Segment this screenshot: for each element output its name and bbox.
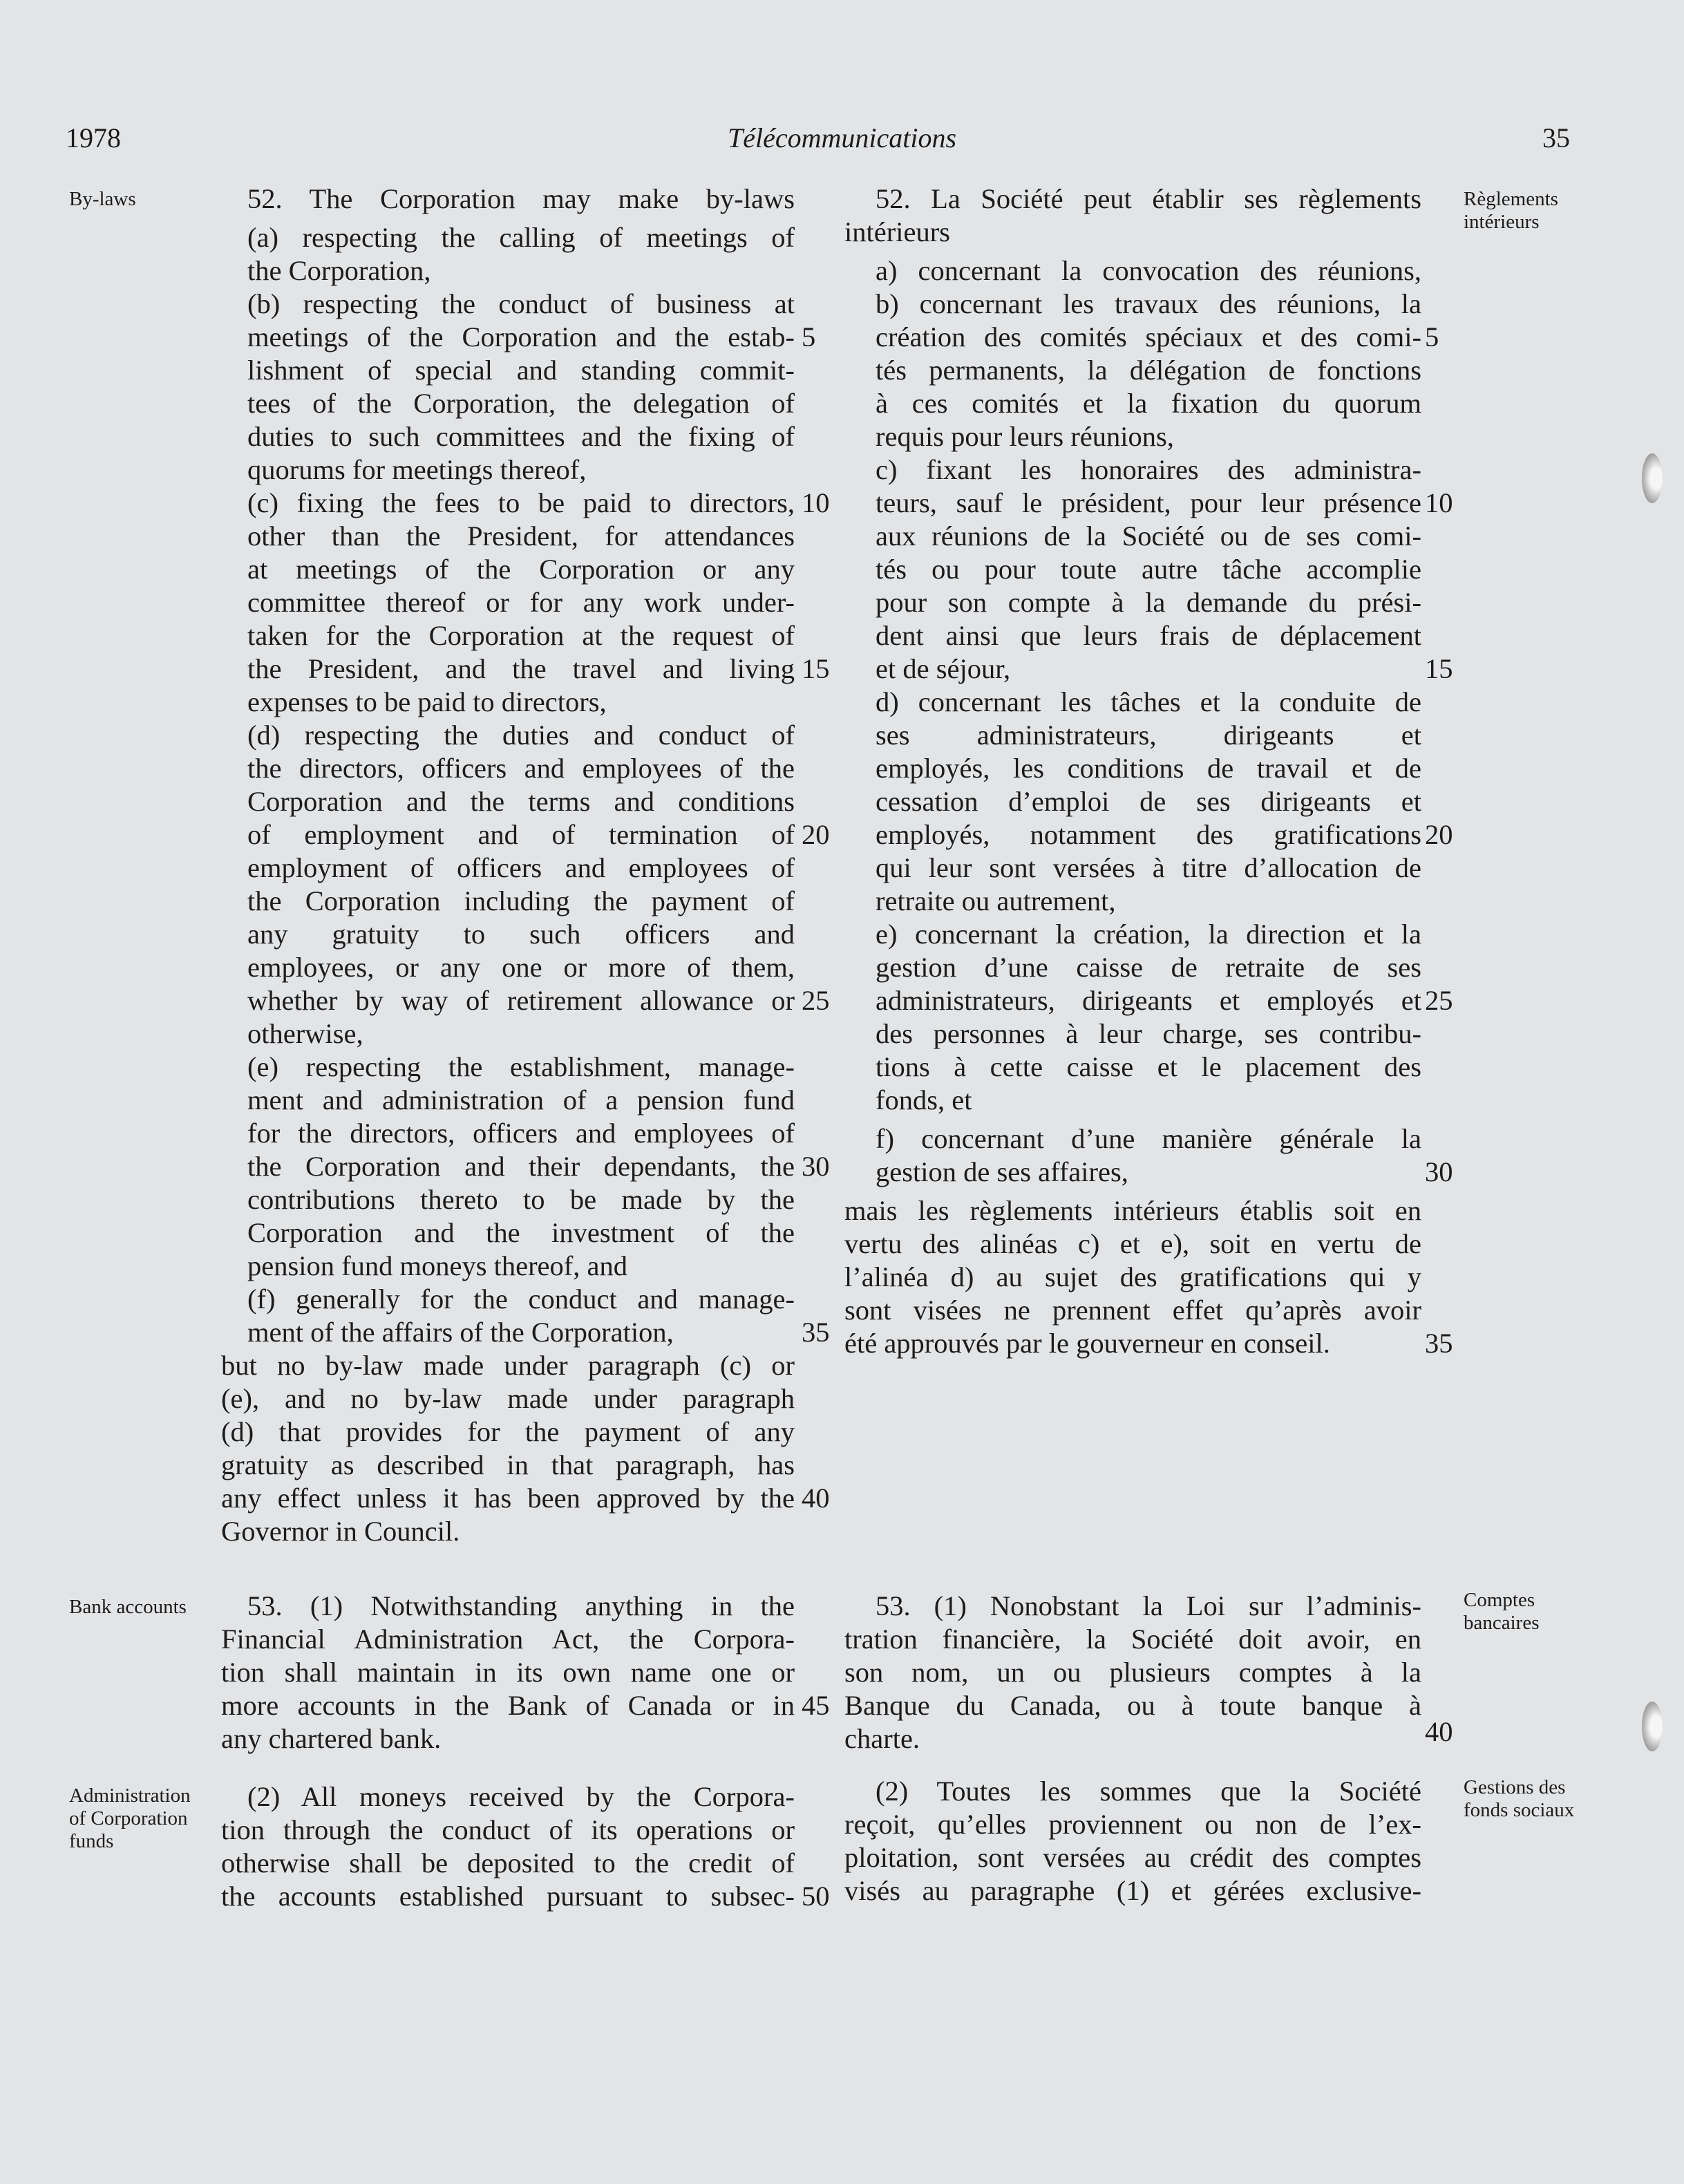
text-line: (a) respecting the calling of meetings of bbox=[247, 222, 795, 253]
text-line: (f) generally for the conduct and manage- bbox=[247, 1283, 795, 1315]
margin-note-line: Administration bbox=[69, 1785, 191, 1807]
text-line: other than the President, for attendances bbox=[247, 520, 795, 552]
text-line: but no by-law made under paragraph (c) or bbox=[221, 1350, 795, 1381]
text-line: for the directors, officers and employees of bbox=[247, 1118, 795, 1149]
text-line: the Corporation, bbox=[247, 255, 431, 286]
text-line: tees of the Corporation, the delegation of bbox=[247, 388, 795, 419]
text-line: pension fund moneys thereof, and bbox=[247, 1250, 627, 1281]
text-line: (e) respecting the establishment, manage- bbox=[247, 1051, 795, 1082]
text-line: Financial Administration Act, the Corpora- bbox=[221, 1623, 795, 1655]
text-line: employees, or any one or more of them, bbox=[247, 952, 795, 983]
text-line: l’alinéa d) au sujet des gratifications qui y bbox=[844, 1261, 1421, 1292]
text-line: otherwise shall be deposited to the credit of bbox=[221, 1847, 795, 1879]
text-line: whether by way of retirement allowance or bbox=[247, 985, 795, 1016]
text-line: a) concernant la convocation des réunions, bbox=[876, 255, 1421, 286]
text-line: tés permanents, la délégation de fonctions bbox=[876, 355, 1421, 386]
line-number: 45 bbox=[802, 1690, 830, 1721]
line-number: 25 bbox=[1425, 985, 1453, 1016]
text-line: gestion de ses affaires, bbox=[876, 1156, 1128, 1187]
text-line: ses administrateurs, dirigeants et bbox=[876, 719, 1421, 751]
text-line: cessation d’emploi de ses dirigeants et bbox=[876, 786, 1421, 817]
line-number: 10 bbox=[1425, 487, 1453, 518]
text-line: employés, notamment des gratifications bbox=[876, 819, 1421, 850]
margin-note-bank-accounts: Bank accounts bbox=[69, 1596, 187, 1618]
text-line: vertu des alinéas c) et e), soit en vertu de bbox=[844, 1228, 1421, 1259]
text-line: tion shall maintain in its own name one or bbox=[221, 1657, 795, 1688]
text-line: employés, les conditions de travail et de bbox=[876, 753, 1421, 784]
text-line: Banque du Canada, ou à toute banque à bbox=[844, 1690, 1421, 1721]
text-line: requis pour leurs réunions, bbox=[876, 421, 1174, 452]
margin-note-line: intérieurs bbox=[1464, 211, 1540, 233]
text-line: ploitation, sont versées au crédit des comptes bbox=[844, 1842, 1421, 1873]
text-line: 52. The Corporation may make by-laws bbox=[247, 183, 795, 214]
line-number: 15 bbox=[1425, 653, 1453, 684]
text-line: of employment and of termination of bbox=[247, 819, 795, 850]
text-line: (e), and no by-law made under paragraph bbox=[221, 1383, 795, 1414]
text-line: any gratuity to such officers and bbox=[247, 919, 795, 950]
text-line: more accounts in the Bank of Canada or in bbox=[221, 1690, 795, 1721]
text-line: Corporation and the investment of the bbox=[247, 1217, 795, 1248]
text-line: any effect unless it has been approved by the bbox=[221, 1482, 795, 1514]
text-line: intérieurs bbox=[844, 216, 950, 247]
margin-note-line: Règlements bbox=[1464, 188, 1558, 210]
text-line: any chartered bank. bbox=[221, 1723, 442, 1754]
line-number: 30 bbox=[802, 1151, 830, 1182]
text-line: 53. (1) Nonobstant la Loi sur l’adminis- bbox=[876, 1590, 1421, 1621]
text-line: visés au paragraphe (1) et gérées exclusive- bbox=[844, 1875, 1421, 1906]
text-line: été approuvés par le gouverneur en conseil. bbox=[844, 1328, 1330, 1359]
text-line: tions à cette caisse et le placement des bbox=[876, 1051, 1421, 1082]
text-line: otherwise, bbox=[247, 1018, 363, 1049]
text-line: (c) fixing the fees to be paid to directors, bbox=[247, 487, 795, 518]
text-line: ment of the affairs of the Corporation, bbox=[247, 1317, 674, 1348]
text-line: (2) All moneys received by the Corpora- bbox=[247, 1781, 795, 1812]
margin-note-line: Gestions des bbox=[1464, 1776, 1566, 1798]
margin-note-line: fonds sociaux bbox=[1464, 1799, 1575, 1821]
margin-note-reglements bbox=[1464, 188, 1558, 234]
margin-note-line: Comptes bbox=[1464, 1589, 1535, 1611]
text-line: the Corporation including the payment of bbox=[247, 885, 795, 916]
text-line: c) fixant les honoraires des administra- bbox=[876, 454, 1421, 485]
margin-note-by-laws: By-laws bbox=[69, 188, 136, 210]
margin-note-line: funds bbox=[69, 1830, 114, 1852]
line-number: 50 bbox=[802, 1881, 830, 1912]
text-line: the directors, officers and employees of the bbox=[247, 753, 795, 784]
header-year: 1978 bbox=[66, 122, 121, 153]
text-line: 52. La Société peut établir ses règlements bbox=[876, 183, 1421, 214]
text-line: tés ou pour toute autre tâche accomplie bbox=[876, 554, 1421, 585]
text-line: fonds, et bbox=[876, 1084, 972, 1115]
text-line: charte. bbox=[844, 1723, 920, 1754]
text-line: e) concernant la création, la direction et la bbox=[876, 919, 1421, 950]
binder-hole-mark bbox=[1642, 453, 1663, 503]
text-line: (d) respecting the duties and conduct of bbox=[247, 719, 795, 751]
text-line: contributions thereto to be made by the bbox=[247, 1184, 795, 1215]
text-line: (b) respecting the conduct of business at bbox=[247, 288, 795, 319]
text-line: et de séjour, bbox=[876, 653, 1011, 684]
text-line: meetings of the Corporation and the estab- bbox=[247, 321, 795, 352]
text-line: the accounts established pursuant to subsec- bbox=[221, 1881, 795, 1912]
text-line: the Corporation and their dependants, the bbox=[247, 1151, 795, 1182]
text-line: dent ainsi que leurs frais de déplacement bbox=[876, 620, 1421, 651]
text-line: gratuity as described in that paragraph, has bbox=[221, 1449, 795, 1480]
page-number: 35 bbox=[1542, 122, 1570, 153]
text-line: (d) that provides for the payment of any bbox=[221, 1416, 795, 1447]
margin-note-administration bbox=[69, 1785, 191, 1853]
line-number: 5 bbox=[802, 321, 816, 352]
text-line: expenses to be paid to directors, bbox=[247, 686, 607, 717]
header-title: Télécommunications bbox=[727, 122, 957, 153]
text-line: qui leur sont versées à titre d’allocation de bbox=[876, 852, 1421, 883]
text-line: à ces comités et la fixation du quorum bbox=[876, 388, 1421, 419]
text-line: tion through the conduct of its operations or bbox=[221, 1814, 795, 1845]
line-number: 25 bbox=[802, 985, 830, 1016]
text-line: teurs, sauf le président, pour leur présence bbox=[876, 487, 1421, 518]
text-line: des personnes à leur charge, ses contribu- bbox=[876, 1018, 1421, 1049]
line-number: 20 bbox=[1425, 819, 1453, 850]
text-line: pour son compte à la demande du prési- bbox=[876, 587, 1421, 618]
text-line: taken for the Corporation at the request of bbox=[247, 620, 795, 651]
text-line: tration financière, la Société doit avoir, en bbox=[844, 1623, 1421, 1655]
text-line: 53. (1) Notwithstanding anything in the bbox=[247, 1590, 795, 1621]
text-line: quorums for meetings thereof, bbox=[247, 454, 587, 485]
binder-hole-mark bbox=[1642, 1702, 1663, 1751]
text-line: employment of officers and employees of bbox=[247, 852, 795, 883]
text-line: f) concernant d’une manière générale la bbox=[876, 1123, 1421, 1154]
text-line: gestion d’une caisse de retraite de ses bbox=[876, 952, 1421, 983]
margin-note-gestions bbox=[1464, 1776, 1574, 1822]
line-number: 10 bbox=[802, 487, 830, 518]
text-line: the President, and the travel and living bbox=[247, 653, 795, 684]
text-line: lishment of special and standing commit- bbox=[247, 355, 795, 386]
text-line: reçoit, qu’elles proviennent ou non de l’ex- bbox=[844, 1809, 1421, 1840]
line-number: 40 bbox=[802, 1482, 830, 1514]
text-line: Governor in Council. bbox=[221, 1516, 460, 1547]
line-number: 40 bbox=[1425, 1716, 1453, 1747]
line-number: 15 bbox=[802, 653, 830, 684]
text-line: création des comités spéciaux et des comi- bbox=[876, 321, 1421, 352]
text-line: retraite ou autrement, bbox=[876, 885, 1116, 916]
line-number: 35 bbox=[802, 1317, 830, 1348]
text-line: b) concernant les travaux des réunions, la bbox=[876, 288, 1421, 319]
margin-note-line: of Corporation bbox=[69, 1807, 188, 1829]
text-line: committee thereof or for any work under- bbox=[247, 587, 795, 618]
line-number: 20 bbox=[802, 819, 830, 850]
margin-note-line: bancaires bbox=[1464, 1612, 1540, 1634]
text-line: mais les règlements intérieurs établis soit en bbox=[844, 1195, 1421, 1226]
line-number: 35 bbox=[1425, 1328, 1453, 1359]
text-line: administrateurs, dirigeants et employés et bbox=[876, 985, 1421, 1016]
text-line: Corporation and the terms and conditions bbox=[247, 786, 795, 817]
text-line: (2) Toutes les sommes que la Société bbox=[876, 1776, 1421, 1807]
text-line: son nom, un ou plusieurs comptes à la bbox=[844, 1657, 1421, 1688]
text-line: duties to such committees and the fixing of bbox=[247, 421, 795, 452]
margin-note-comptes bbox=[1464, 1589, 1540, 1635]
text-line: d) concernant les tâches et la conduite de bbox=[876, 686, 1421, 717]
line-number: 5 bbox=[1425, 321, 1439, 352]
text-line: sont visées ne prennent effet qu’après avoir bbox=[844, 1295, 1421, 1326]
text-line: ment and administration of a pension fund bbox=[247, 1084, 795, 1115]
line-number: 30 bbox=[1425, 1156, 1453, 1187]
text-line: at meetings of the Corporation or any bbox=[247, 554, 795, 585]
text-line: aux réunions de la Société ou de ses comi- bbox=[876, 520, 1421, 552]
